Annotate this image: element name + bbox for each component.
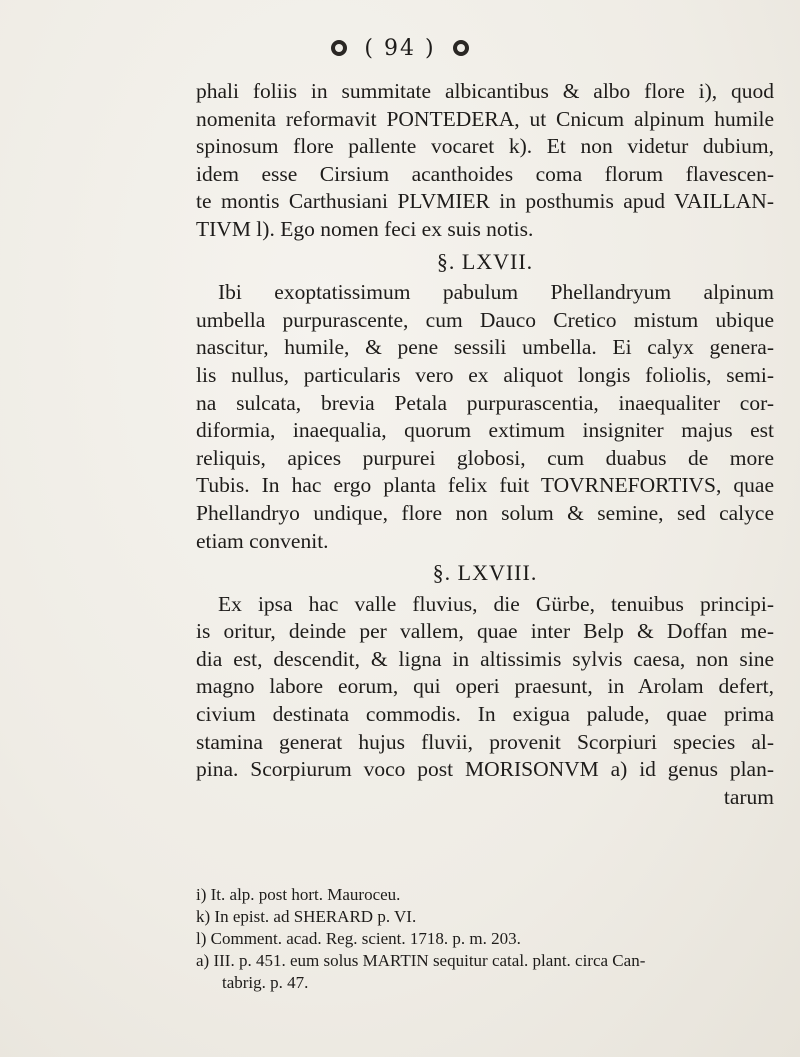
footnote-a: a) III. p. 451. eum solus MARTIN sequitur catal. plant. circa Can-	[196, 951, 646, 970]
text-line: spinosum flore pallente vocaret k). Et non videtur dubium,	[196, 134, 774, 159]
footnote-l: l) Comment. acad. Reg. scient. 1718. p. m. 203.	[196, 929, 521, 948]
text-line: pina. Scorpiurum voco post MORISONVM a) id genus plan-	[196, 757, 774, 782]
main-text	[196, 78, 774, 811]
footnote-a-continued: tabrig. p. 47.	[222, 973, 309, 992]
text-line: nascitur, humile, & pene sessili umbella. Ei calyx genera-	[196, 335, 774, 360]
text-line: diformia, inaequalia, quorum extimum insigniter majus est	[196, 418, 774, 443]
left-ornament-icon	[331, 40, 347, 56]
page-header	[0, 36, 800, 61]
text-line: reliquis, apices purpurei globosi, cum duabus de more	[196, 445, 774, 470]
section-heading-68: §. LXVIII.	[432, 560, 538, 586]
text-line: Tubis. In hac ergo planta felix fuit TOVRNEFORTIVS, quae	[196, 473, 774, 498]
footnote-i: i) It. alp. post hort. Mauroceu.	[196, 885, 401, 904]
text-line: TIVM l). Ego nomen feci ex suis notis.	[196, 216, 534, 241]
paragraph-3	[196, 591, 774, 812]
paragraph-1	[196, 78, 774, 244]
text-line: Phellandryo undique, flore non solum & semine, sed calyce	[196, 500, 774, 525]
text-line: na sulcata, brevia Petala purpurascentia, inaequaliter cor-	[196, 390, 774, 415]
text-line: lis nullus, particularis vero ex aliquot longis foliolis, semi-	[196, 362, 774, 387]
text-line: magno labore eorum, qui operi praesunt, in Arolam defert,	[196, 674, 774, 699]
text-line: idem esse Cirsium acanthoides coma florum flavescen-	[196, 161, 774, 186]
text-line: umbella purpurascente, cum Dauco Cretico mistum ubique	[196, 307, 774, 332]
footnote-k: k) In epist. ad SHERARD p. VI.	[196, 907, 417, 926]
text-line: nomenita reformavit PONTEDERA, ut Cnicum alpinum humile	[196, 106, 774, 131]
text-line: te montis Carthusiani PLVMIER in posthumis apud VAILLAN-	[196, 189, 774, 214]
text-line: dia est, descendit, & ligna in altissimis sylvis caesa, non sine	[196, 646, 774, 671]
text-line: Ex ipsa hac valle fluvius, die Gürbe, tenuibus principi-	[218, 591, 774, 616]
catchword: tarum	[723, 784, 774, 809]
page-number: ( 94 )	[364, 36, 436, 61]
text-line: is oritur, deinde per vallem, quae inter Belp & Doffan me-	[196, 619, 774, 644]
section-heading-67: §. LXVII.	[436, 248, 534, 274]
text-line: phali foliis in summitate albicantibus & albo flore i), quod	[196, 79, 774, 103]
right-ornament-icon	[453, 40, 469, 56]
paragraph-2	[196, 279, 774, 555]
text-line: Ibi exoptatissimum pabulum Phellandryum alpinum	[218, 280, 774, 305]
text-line: stamina generat hujus fluvii, provenit Scorpiuri species al-	[196, 729, 774, 754]
footnotes	[196, 884, 774, 994]
text-line: etiam convenit.	[196, 528, 329, 553]
text-line: civium destinata commodis. In exigua palude, quae prima	[196, 702, 774, 727]
